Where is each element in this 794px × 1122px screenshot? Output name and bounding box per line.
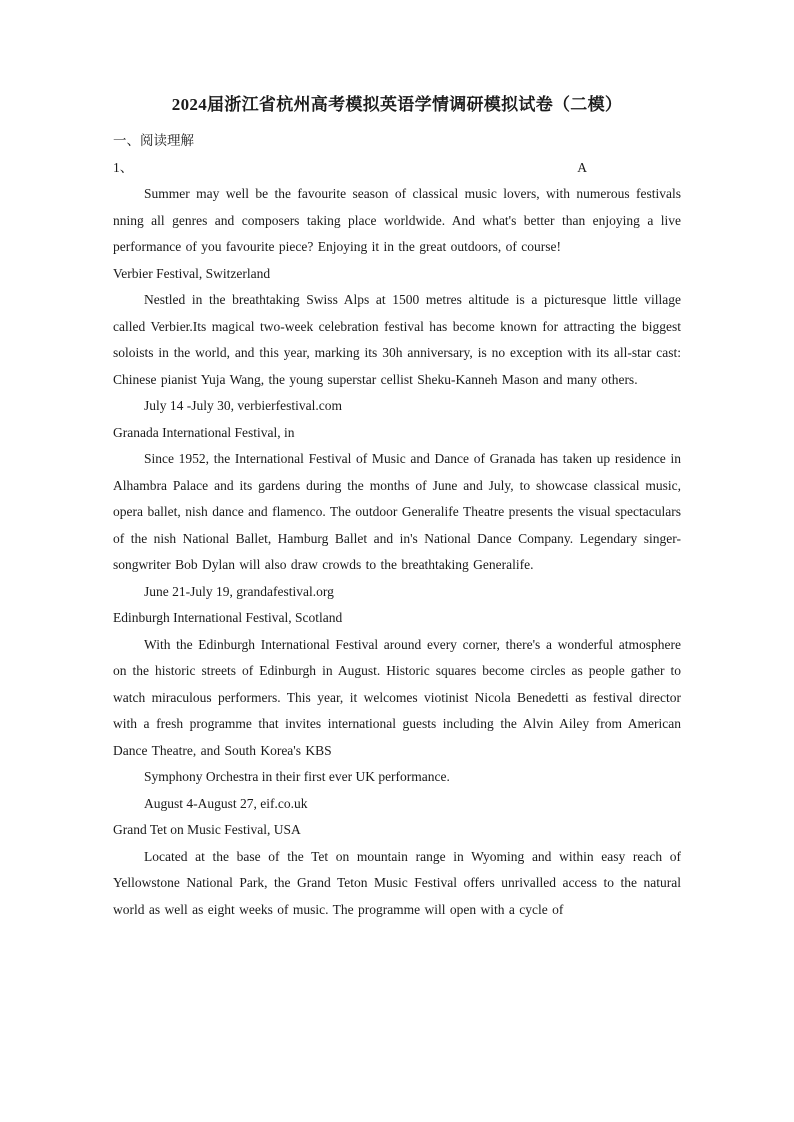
festival-heading: Granada International Festival, in	[113, 424, 295, 440]
intro-paragraph: Summer may well be the favourite season of classical music lovers, with numerous festivals nning all genres and composers taking place worldwide. And what's better than enjoying a live performance of you favourite piece? Enjoying it in the great outdoors, of course!	[113, 186, 681, 254]
section-heading: 一、阅读理解	[113, 133, 194, 148]
festival-info: June 21-July 19, grandafestival.org	[144, 583, 334, 599]
question-line	[113, 155, 681, 182]
festival-info: August 4-August 27, eif.co.uk	[144, 795, 308, 811]
festival-heading: Edinburgh International Festival, Scotland	[113, 610, 343, 625]
festival-heading: Verbier Festival, Switzerland	[113, 265, 271, 281]
passage-letter: A	[577, 159, 587, 175]
festival-body: Located at the base of the Tet on mountain range in Wyoming and within easy reach of Yellowstone National Park, the Grand Teton Music Festival offers unrivalled access to the natural world as well as eight weeks of music. The programme will open with a cycle of	[113, 848, 681, 917]
question-number: 1、	[113, 159, 134, 175]
festival-info: July 14 -July 30, verbierfestival.com	[144, 398, 342, 413]
festival-body: With the Edinburgh International Festival around every corner, there's a wonderful atmosphere on the historic streets of Edinburgh in August. Historic squares become circles as people gather to watch miraculous performers. This year, it welcomes viotinist Nicola Benedetti as festival director with a fresh programme that invites international guests including the Alvin Ailey from American Dance Theatre, and South Korea's KBS	[113, 636, 681, 758]
festival-body-continued: Symphony Orchestra in their first ever UK performance.	[144, 769, 450, 784]
document-page	[113, 92, 681, 923]
festival-body: Nestled in the breathtaking Swiss Alps at 1500 metres altitude is a picturesque little village called Verbier.Its magical two-week celebration festival has become known for attracting the biggest soloists in the world, and this year, marking its 30h anniversary, is no exception with its all-star cast: Chinese pianist Yuja Wang, the young superstar cellist Sheku-Kanneh Mason and many others.	[113, 292, 681, 387]
festival-body: Since 1952, the International Festival of Music and Dance of Granada has taken up residence in Alhambra Palace and its gardens during the months of June and July, to showcase classical music, opera ballet, nish dance and flamenco. The outdoor Generalife Theatre presents the visual spectaculars of the nish National Ballet, Hamburg Ballet and in's National Dance Company. Legendary singer-songwriter Bob Dylan will also draw crowds to the breathtaking Generalife.	[113, 451, 681, 572]
page-title: 2024届浙江省杭州高考模拟英语学情调研模拟试卷（二模）	[171, 95, 623, 114]
festival-heading: Grand Tet on Music Festival, USA	[113, 822, 301, 837]
